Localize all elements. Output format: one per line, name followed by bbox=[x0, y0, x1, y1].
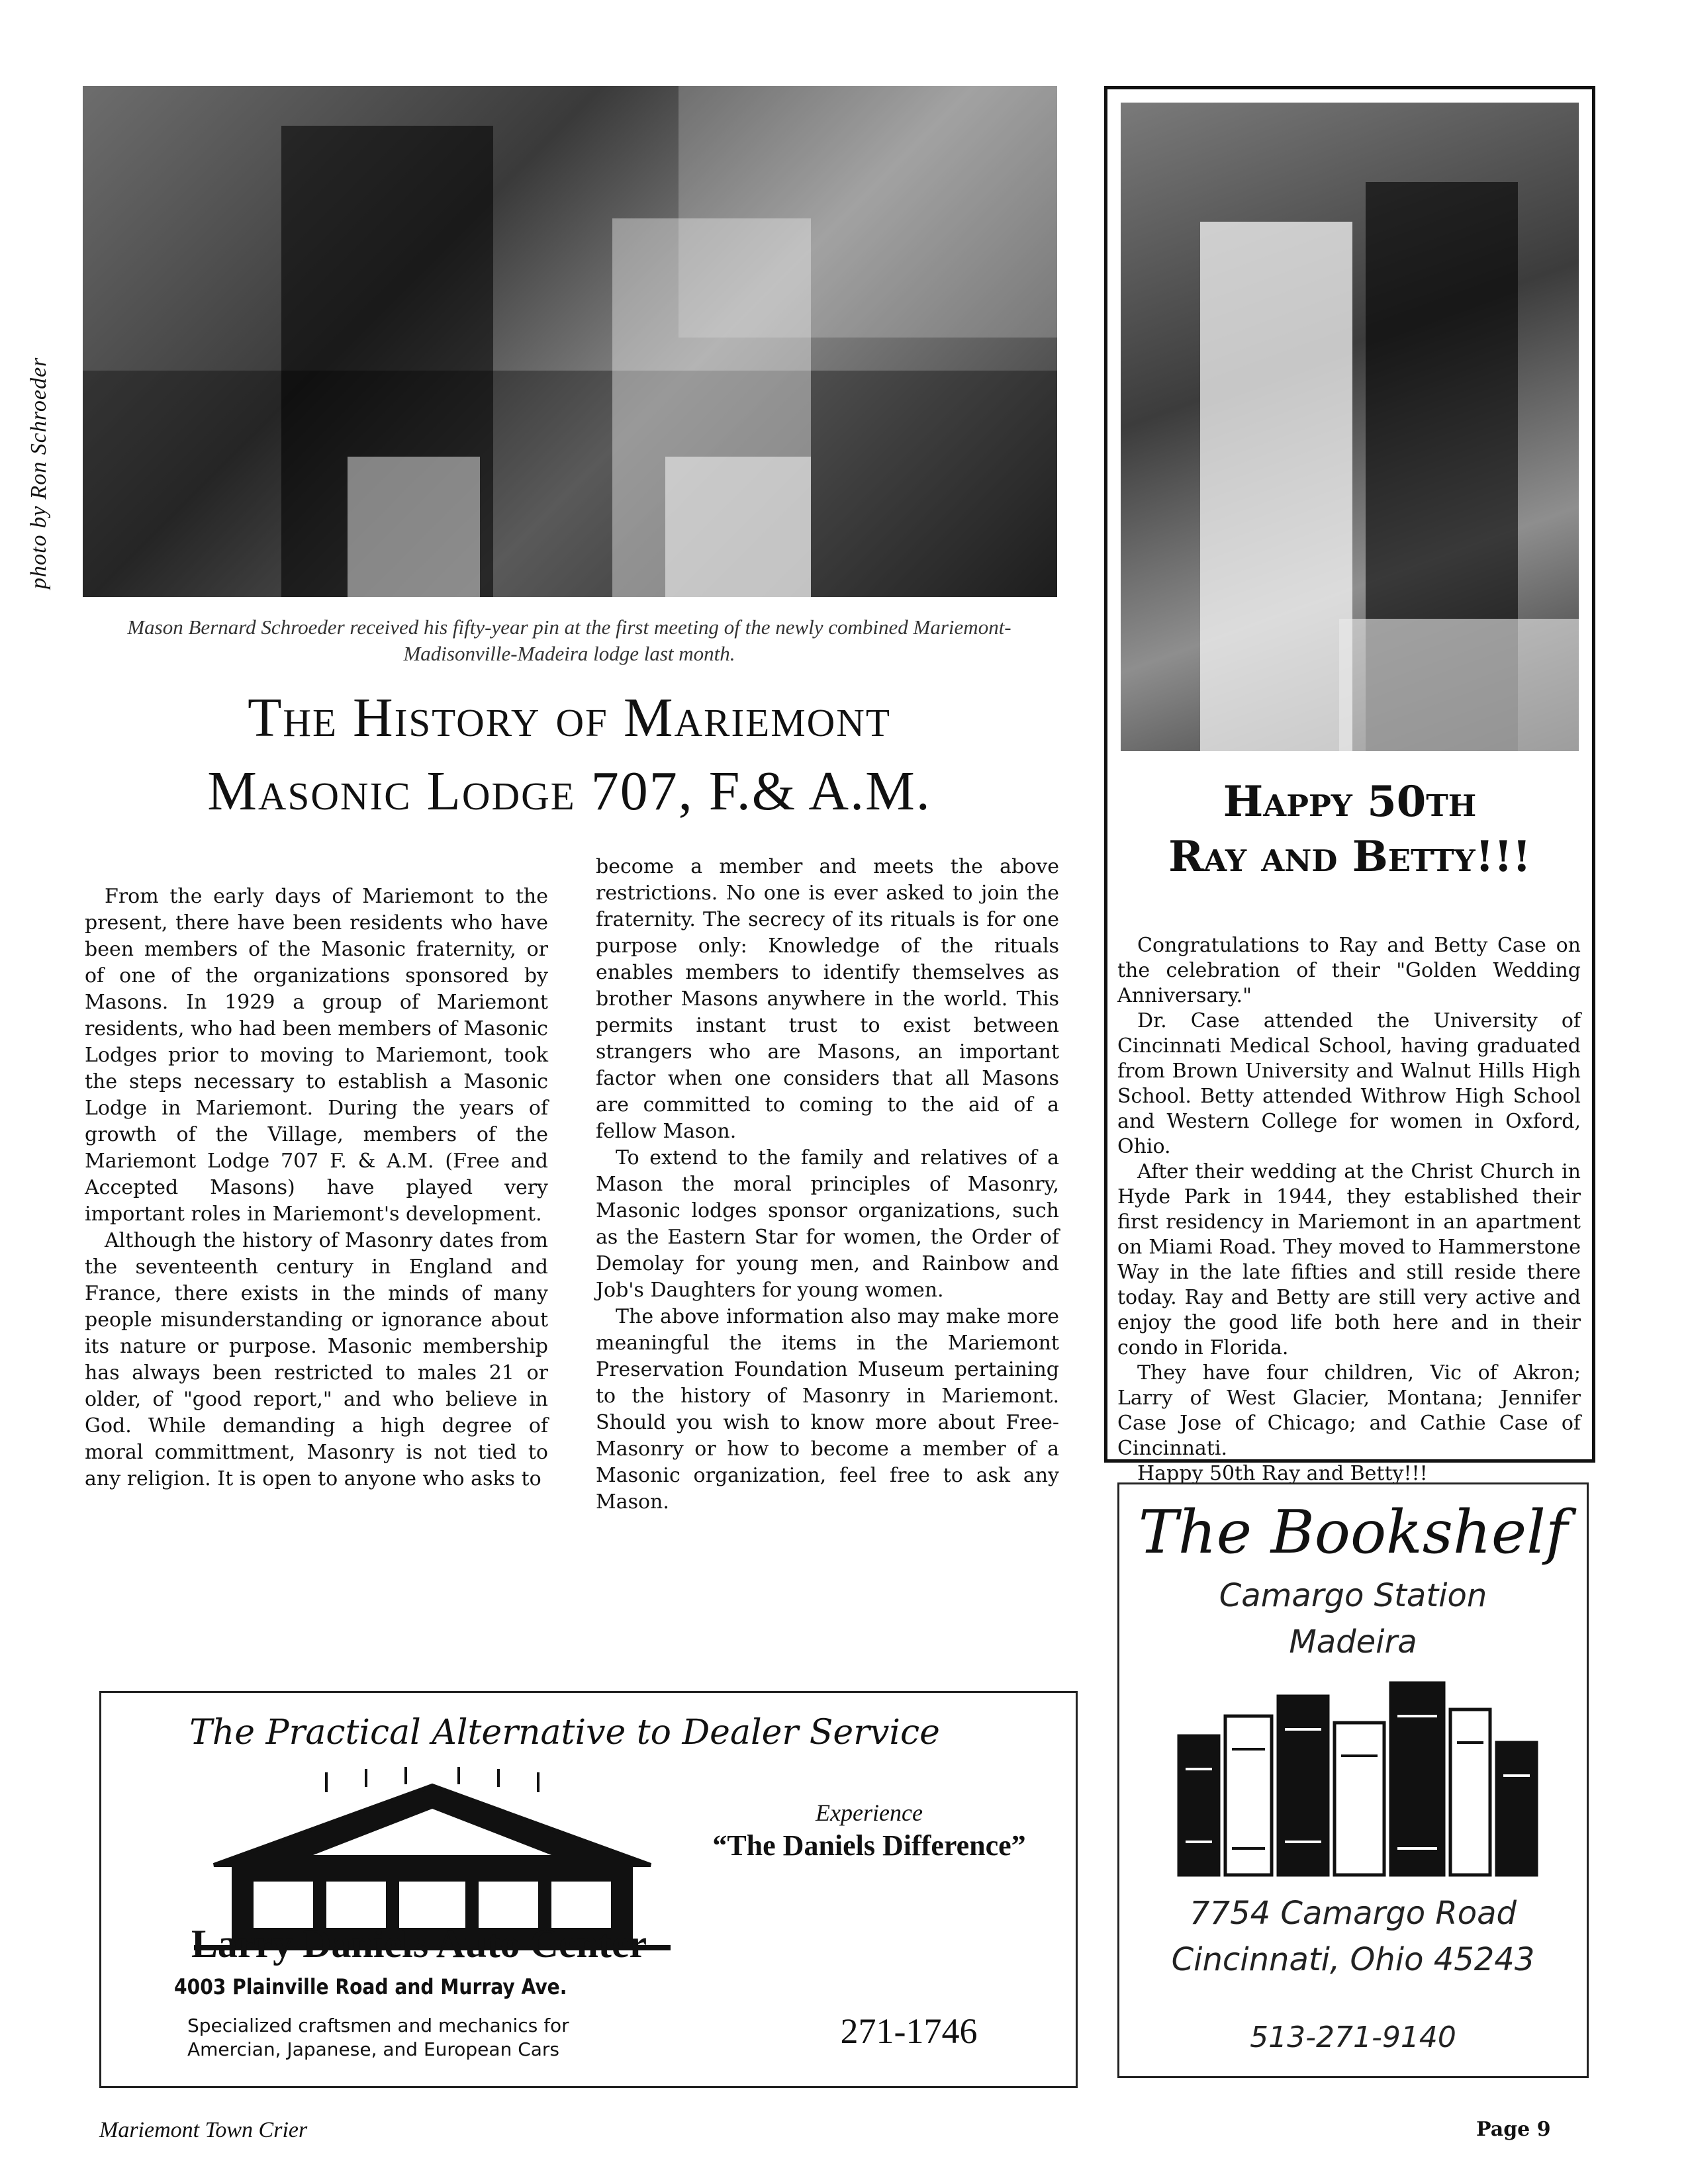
books-icon bbox=[1172, 1670, 1543, 1882]
masonic-ceremony-photo bbox=[83, 86, 1057, 597]
anniversary-paragraph: Happy 50th Ray and Betty!!! bbox=[1137, 1462, 1428, 1485]
anniversary-headline bbox=[1107, 774, 1592, 884]
article-paragraph: From the early days of Mariemont to the present, there have been residents who have been members of the Masonic fraternity, or of one of the organizations sponsored by Masons. In 1929 a group of Mariemont residents, who had been members of Masonic Lodges prior to moving to Mariemont, took the steps necessary to establish a Masonic Lodge in Mariemont. During the years of growth of the Village, members of the Mariemont Lodge 707 F. & A.M. (Free and Accepted Masons) have played very important roles in Mariemont's development. bbox=[85, 885, 548, 1226]
anniversary-paragraph: They have four children, Vic of Akron; Larry of West Glacier, Montana; Jennifer Case Jose of Chicago; and Cathie Case of Cincinnati. bbox=[1117, 1361, 1581, 1460]
anniversary-box bbox=[1104, 86, 1595, 1485]
auto-ad-experience: Experience bbox=[816, 1799, 923, 1826]
article-column-2 bbox=[596, 854, 1059, 1516]
article-paragraph: become a member and meets the above restrictions. No one is ever asked to join the fraternity. The secrecy of its rituals is for one purpose only: Knowledge of the rituals enables members to identify themselves as brother Masons anywhere in the world. This permits instant trust to exist between strangers who are Masons, an important factor when one considers that all Masons are committed to coming to the aid of a fellow Mason. bbox=[596, 855, 1059, 1143]
auto-ad-phone: 271-1746 bbox=[840, 2011, 978, 2051]
auto-ad-address: 4003 Plainville Road and Murray Ave. bbox=[174, 1974, 567, 1999]
headline-line-1: The History of Mariemont bbox=[248, 687, 891, 749]
bookshelf-phone: 513-271-9140 bbox=[1250, 2021, 1456, 2054]
bookshelf-subtitle-1: Camargo Station bbox=[1219, 1577, 1487, 1614]
auto-ad-spec-line-1: Specialized craftsmen and mechanics for bbox=[187, 2015, 569, 2036]
bookshelf-subtitle-2: Madeira bbox=[1289, 1623, 1417, 1661]
auto-center-ad bbox=[99, 1691, 1078, 2088]
headline-line-2: Masonic Lodge 707, F.& A.M. bbox=[207, 760, 931, 822]
article-paragraph: The above information also may make more meaningful the items in the Mariemont Preservation Foundation Museum pertaining to the history of Masonry in Mariemont. Should you wish to know more about Free-Masonry or how to become a member of a Masonic organization, feel free to ask any Mason. bbox=[596, 1305, 1059, 1514]
article-column-1 bbox=[85, 884, 548, 1492]
auto-ad-spec-line-2: Amercian, Japanese, and European Cars bbox=[187, 2038, 560, 2060]
auto-ad-specialties bbox=[187, 2014, 717, 2062]
anniversary-title-line-1: Happy 50th bbox=[1223, 777, 1477, 827]
bookshelf-ad bbox=[1117, 1482, 1589, 2078]
photo-credit: photo by Ron Schroeder bbox=[26, 357, 51, 589]
bookshelf-address-1: 7754 Camargo Road bbox=[1190, 1895, 1517, 1932]
auto-ad-difference: “The Daniels Difference” bbox=[712, 1829, 1026, 1862]
wedding-photo bbox=[1121, 103, 1579, 751]
anniversary-text bbox=[1117, 933, 1581, 1486]
article-paragraph: Although the history of Masonry dates from the seventeenth century in England and France, there exists in the minds of many people misunderstanding or ignorance about its nature or purpose. Masonic membership has always been restricted to males 21 or older, of "good report," and who believe in God. While demanding a high degree of moral committment, Masonry is not tied to any religion. It is open to anyone who asks to bbox=[85, 1229, 548, 1490]
auto-ad-tagline: The Practical Alternative to Dealer Service bbox=[189, 1713, 940, 1752]
page-number: Page 9 bbox=[1476, 2118, 1551, 2141]
publication-name: Mariemont Town Crier bbox=[99, 2118, 308, 2142]
bookshelf-title: The Bookshelf bbox=[1138, 1498, 1568, 1567]
anniversary-paragraph: Dr. Case attended the University of Cincinnati Medical School, having graduated from Brown University and Walnut Hills High School. Betty attended Withrow High School and Western College for women in Oxford, Ohio. bbox=[1117, 1009, 1581, 1158]
photo-caption: Mason Bernard Schroeder received his fifty-year pin at the first meeting of the newly combined Mariemont-Madisonville-Madeira lodge last month. bbox=[127, 615, 1011, 666]
anniversary-paragraph: Congratulations to Ray and Betty Case on the celebration of their "Golden Wedding Anniversary." bbox=[1117, 934, 1581, 1007]
anniversary-title-line-2: Ray and Betty!!! bbox=[1168, 832, 1531, 882]
article-paragraph: To extend to the family and relatives of a Mason the moral principles of Masonry, Masonic lodges sponsor organizations, such as the Eastern Star for women, the Order of Demolay for young men, and Rainbow and Job's Daughters for young women. bbox=[596, 1146, 1059, 1302]
auto-ad-business-name: Larry Daniels Auto Center bbox=[191, 1922, 647, 1966]
article-headline bbox=[79, 682, 1059, 829]
anniversary-paragraph: After their wedding at the Christ Church in Hyde Park in 1944, they established their first residency in Mariemont in an apartment on Miami Road. They moved to Hammerstone Way in the late fifties and still reside there today. Ray and Betty are still very active and enjoy the good life both here and in their condo in Florida. bbox=[1117, 1160, 1581, 1359]
bookshelf-address-2: Cincinnati, Ohio 45243 bbox=[1171, 1941, 1535, 1978]
